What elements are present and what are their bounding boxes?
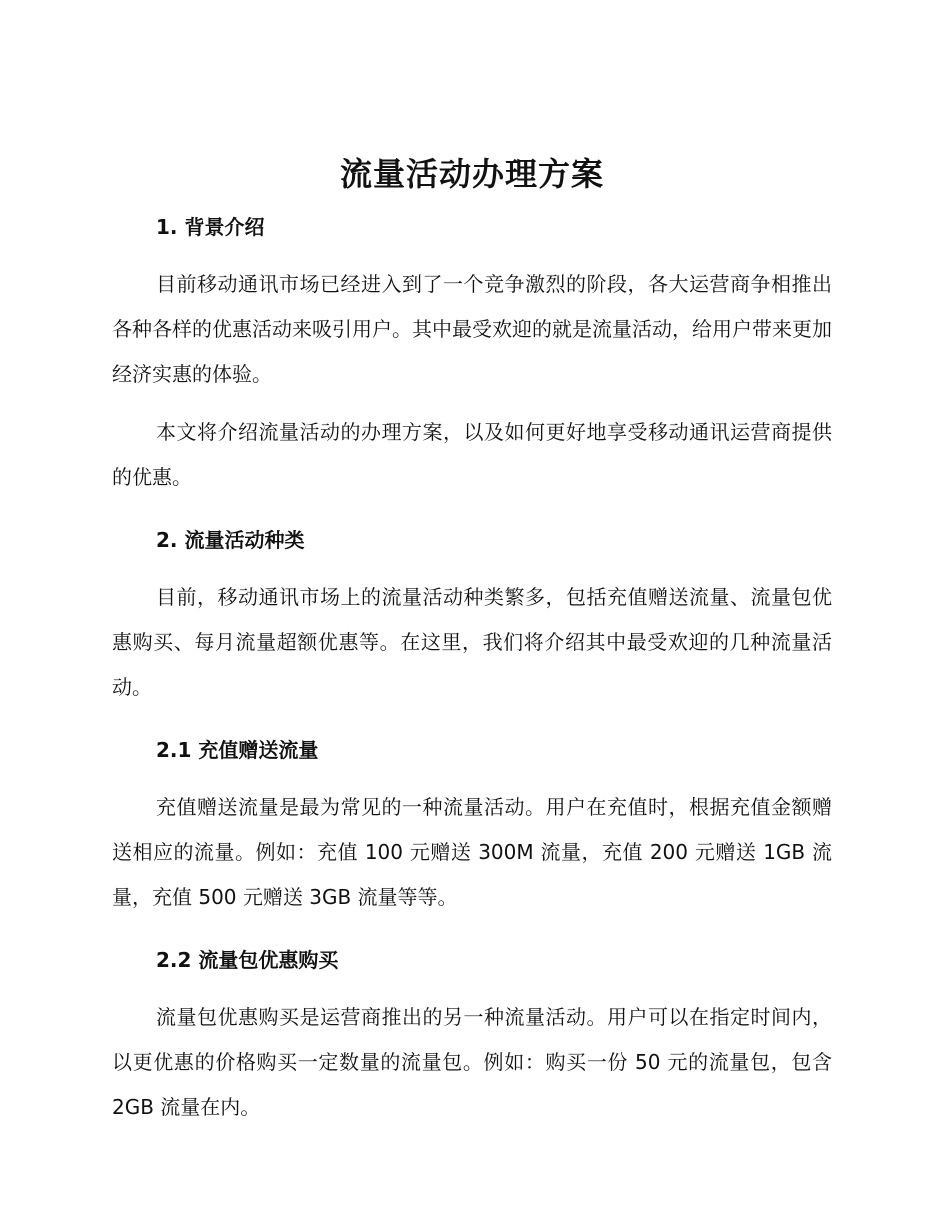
paragraph-activity-types: 目前，移动通讯市场上的流量活动种类繁多，包括充值赠送流量、流量包优惠购买、每月流量超额优惠等。在这里，我们将介绍其中最受欢迎的几种流量活动。 xyxy=(112,585,832,699)
section-heading-background: 1. 背景介绍 xyxy=(156,215,265,239)
section-heading-activity-types: 2. 流量活动种类 xyxy=(156,528,305,552)
paragraph-background-1: 目前移动通讯市场已经进入到了一个竞争激烈的阶段，各大运营商争相推出各种各样的优惠活动来吸引用户。其中最受欢迎的就是流量活动，给用户带来更加经济实惠的体验。 xyxy=(112,272,832,386)
document-title: 流量活动办理方案 xyxy=(339,155,604,193)
section-heading-data-package: 2.2 流量包优惠购买 xyxy=(156,948,339,972)
paragraph-recharge-bonus: 充值赠送流量是最为常见的一种流量活动。用户在充值时，根据充值金额赠送相应的流量。例如：充值 100 元赠送 300M 流量，充值 200 元赠送 1GB 流量，充值 500 元赠送 3GB 流量等等。 xyxy=(112,795,832,909)
paragraph-background-2: 本文将介绍流量活动的办理方案，以及如何更好地享受移动通讯运营商提供的优惠。 xyxy=(112,420,832,489)
document-body xyxy=(112,148,832,1130)
paragraph-data-package: 流量包优惠购买是运营商推出的另一种流量活动。用户可以在指定时间内，以更优惠的价格购买一定数量的流量包。例如：购买一份 50 元的流量包，包含 2GB 流量在内。 xyxy=(112,1005,832,1119)
section-heading-recharge-bonus: 2.1 充值赠送流量 xyxy=(156,738,319,762)
